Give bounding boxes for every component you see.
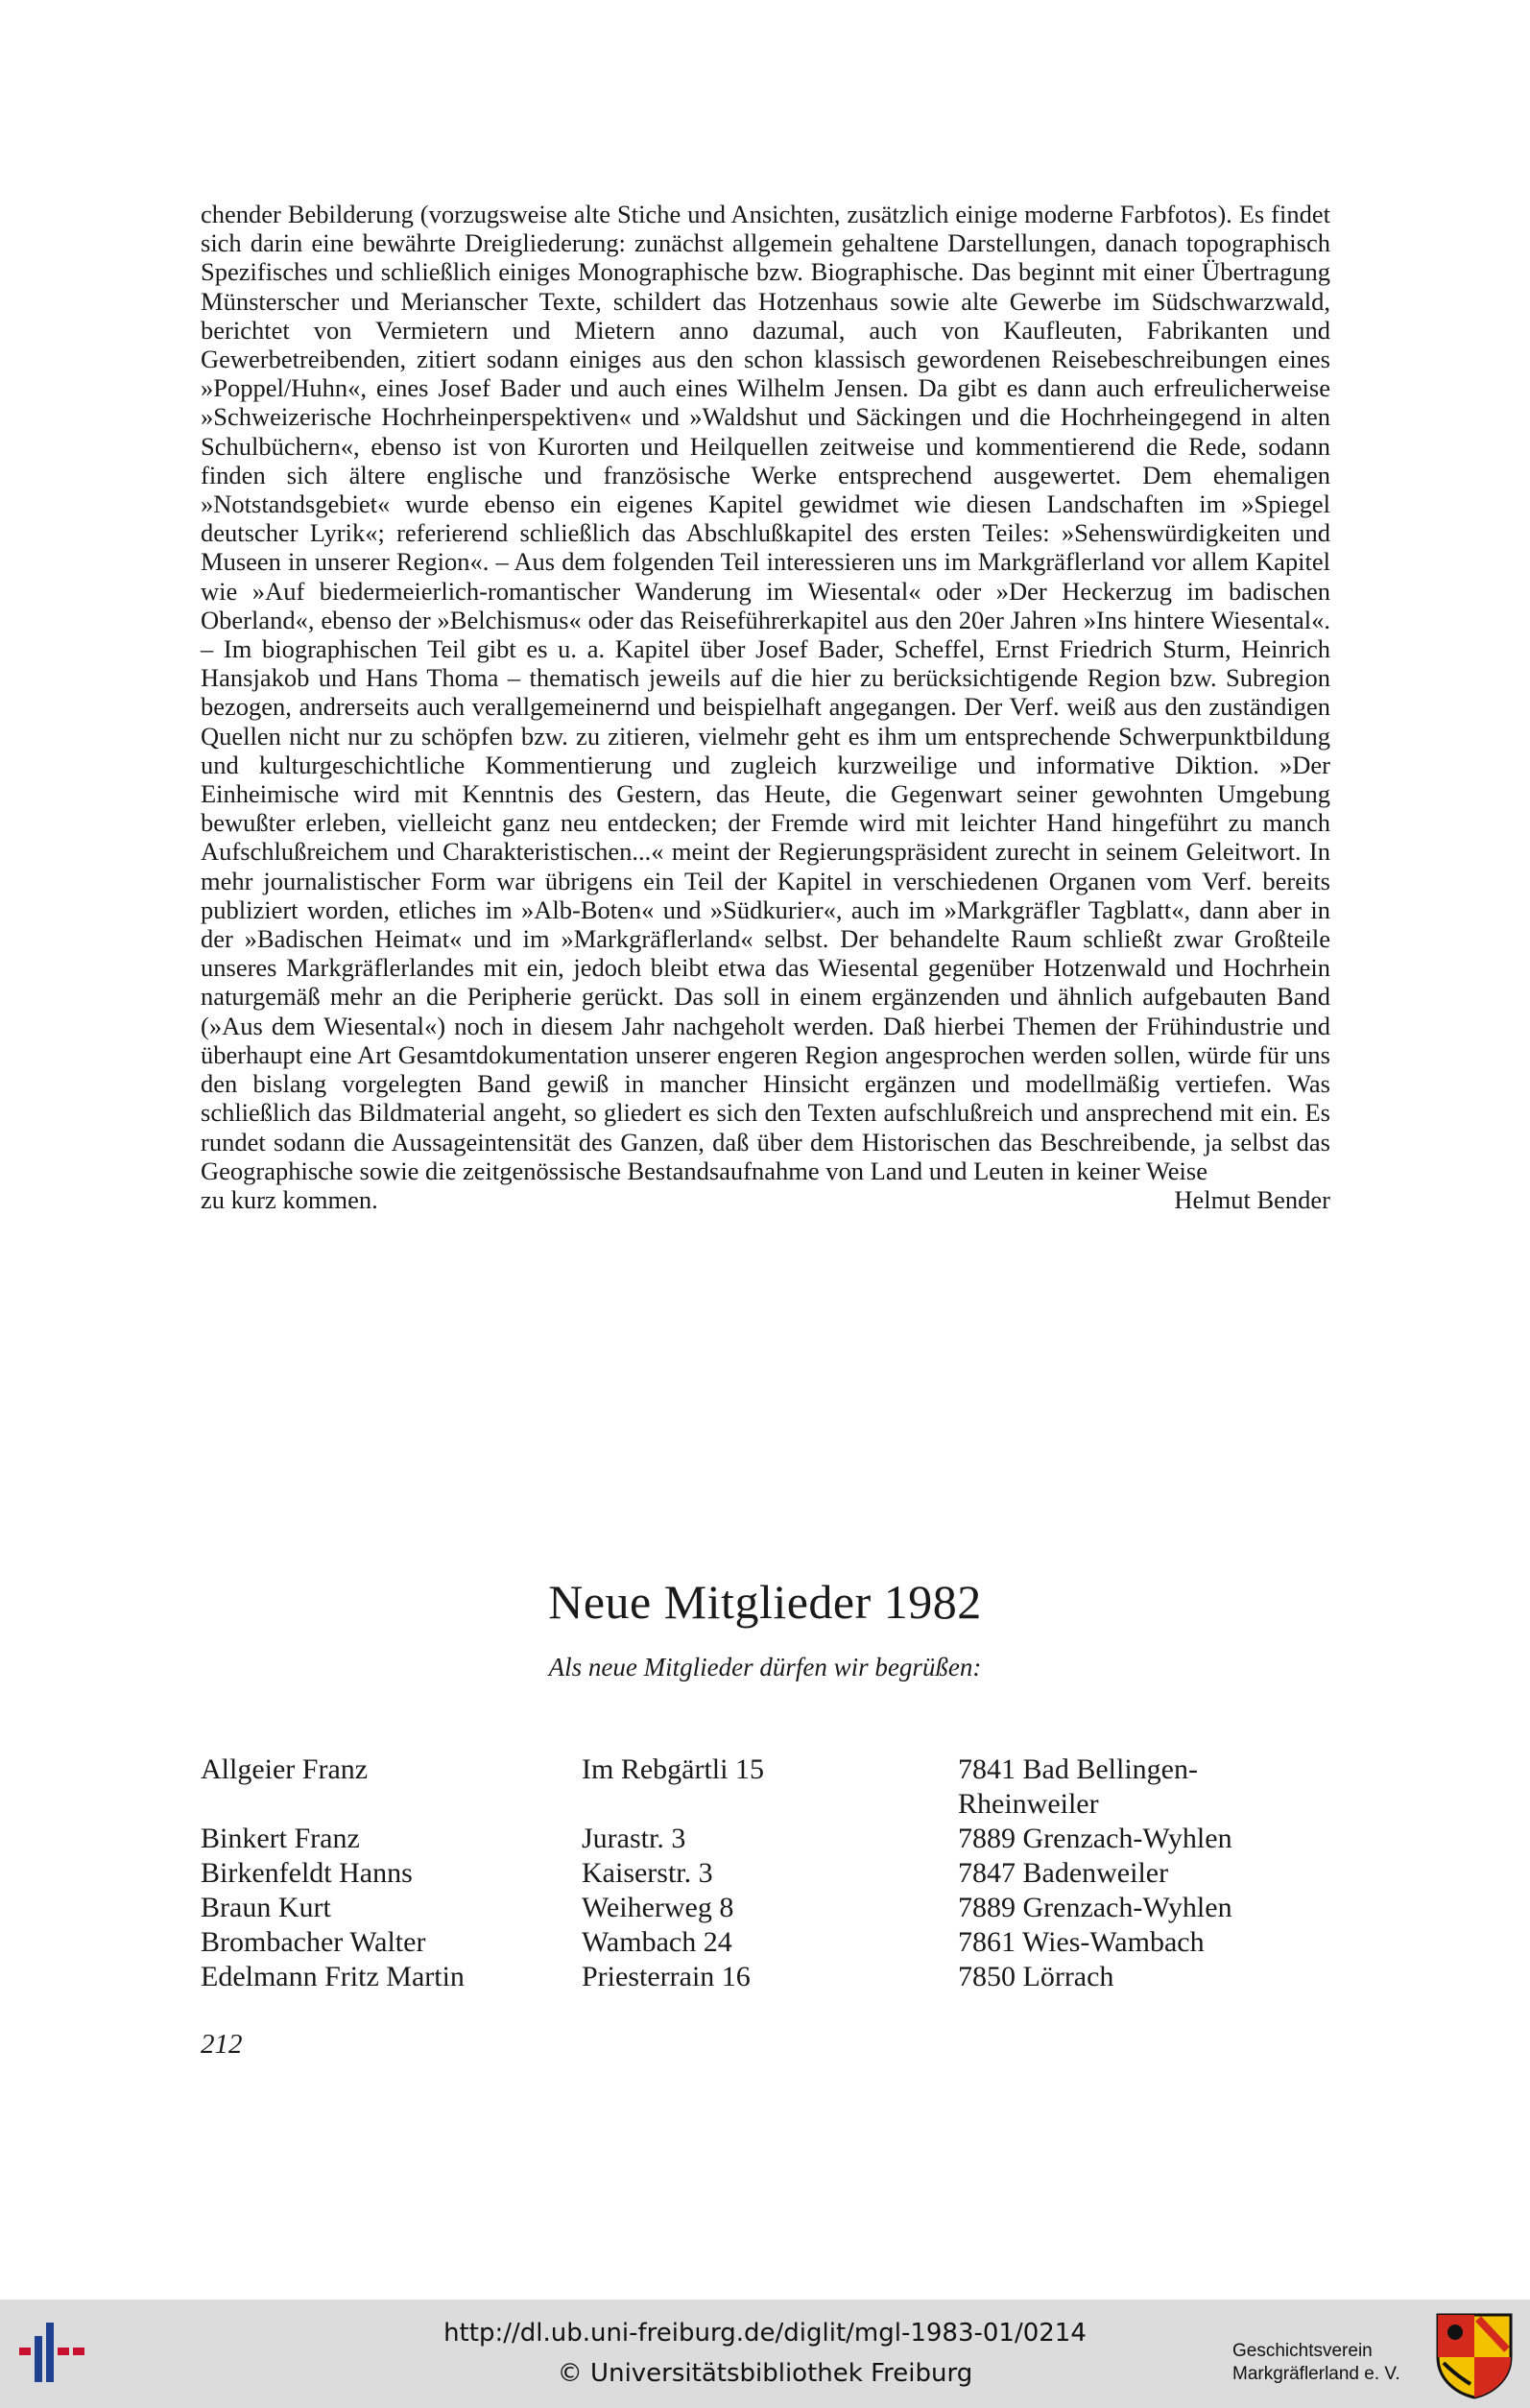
document-url-link[interactable]: http://dl.ub.uni-freiburg.de/diglit/mgl-1983-01/0214: [443, 2319, 1087, 2348]
society-name: [1232, 2340, 1400, 2386]
member-city: 7889 Grenzach-Wyhlen: [958, 1892, 1232, 1923]
member-row: [201, 1752, 1333, 1822]
copyright-text: © Universitätsbibliothek Freiburg: [557, 2359, 973, 2388]
member-city: 7847 Badenweiler: [958, 1857, 1169, 1889]
viewer-footer: [0, 2300, 1530, 2408]
member-name: Binkert Franz: [201, 1823, 360, 1854]
member-city: [958, 1752, 1333, 1822]
member-street: Kaiserstr. 3: [582, 1857, 713, 1889]
review-text: [201, 200, 1330, 1214]
member-street: Jurastr. 3: [582, 1823, 686, 1854]
member-row: [201, 1925, 1333, 1960]
member-street: Im Rebgärtli 15: [582, 1753, 764, 1785]
member-list: [201, 1752, 1333, 1994]
member-row: [201, 1822, 1333, 1856]
member-row: [201, 1891, 1333, 1925]
member-city: 7850 Lörrach: [958, 1961, 1114, 1992]
member-row: [201, 1960, 1333, 1994]
section-subtitle: Als neue Mitglieder dürfen wir begrüßen:: [548, 1653, 982, 1681]
member-name: Edelmann Fritz Martin: [201, 1961, 465, 1992]
section-title: Neue Mitglieder 1982: [548, 1575, 982, 1629]
review-author: Helmut Bender: [1174, 1184, 1330, 1214]
member-city: 7889 Grenzach-Wyhlen: [958, 1823, 1232, 1854]
member-name: Braun Kurt: [201, 1892, 331, 1923]
page-number: 212: [201, 2029, 243, 2060]
member-city-line2: Rheinweiler: [958, 1788, 1099, 1820]
coat-of-arms-icon: [1434, 2311, 1515, 2399]
review-closing-line: [201, 1185, 1330, 1214]
member-name: Brombacher Walter: [201, 1926, 426, 1958]
review-body: chender Bebilderung (vorzugsweise alte Stiche und Ansichten, zusätzlich einige moderne Farbfotos). Es findet sich darin eine bewährte Dreigliederung: zunächst allgemein gehaltene Darstellungen, danach topographisch Spezifisches und schließlich einiges Monographische bzw. Biographische. Das beginnt mit einer Übertragung Münsterscher und Merianscher Texte, schildert das Hotzenhaus sowie alte Gewerbe im Südschwarzwald, berichtet von Vermietern und Mietern anno dazumal, auch von Kaufleuten, Fabrikanten und Gewerbetreibenden, zitiert sodann einiges aus den schon klassisch gewordenen Reisebeschreibungen eines »Poppel/Huhn«, eines Josef Bader und auch eines Wilhelm Jensen. Da gibt es dann auch erfreulicherweise »Schweizerische Hochrheinperspektiven« und »Waldshut und Säckingen und die Hochrheingegend in alten Schulbüchern«, ebenso ist von Kurorten und Heilquellen zeitweise und kommentierend die Rede, sodann finden sich ältere englische und französische Werke entsprechend ausgewertet. Dem ehemaligen »Notstandsgebiet« wurde ebenso ein eigenes Kapitel gewidmet wie diesen Landschaften im »Spiegel deutscher Lyrik«; referierend schließlich das Abschlußkapitel des ersten Teiles: »Sehenswürdigkeiten und Museen in unserer Region«. – Aus dem folgenden Teil interessieren uns im Markgräflerland vor allem Kapitel wie »Auf biedermeierlich-romantischer Wanderung im Wiesental« oder »Der Heckerzug im badischen Oberland«, ebenso der »Belchismus« oder das Reiseführerkapitel aus den 20er Jahren »Ins hintere Wiesental«. – Im biographischen Teil gibt es u. a. Kapitel über Josef Bader, Scheffel, Ernst Friedrich Sturm, Heinrich Hansjakob und Hans Thoma – thematisch jeweils auf die hier zu berücksichtigende Region bzw. Subregion bezogen, andrerseits auch verallgemeinernd und beispielhaft angegangen. Der Verf. weiß aus den zuständigen Quellen nicht nur zu schöpfen bzw. zu zitieren, vielmehr geht es ihm um entsprechende Schwerpunktbildung und kulturgeschichtliche Kommentierung und zugleich kurzweilige und informative Diktion. »Der Einheimische wird mit Kenntnis des Gestern, das Heute, die Gegenwart seiner gewohnten Umgebung bewußter erleben, vielleicht ganz neu entdecken; der Fremde wird mit leichter Hand hingeführt zu manch Aufschlußreichem und Charakteristischen...« meint der Regierungspräsident zurecht in seinem Geleitwort. In mehr journalistischer Form war übrigens ein Teil der Kapitel in verschiedenen Organen vom Verf. bereits publiziert worden, etliches im »Alb-Boten« und »Südkurier«, auch im »Markgräfler Tagblatt«, dann aber in der »Badischen Heimat« und im »Markgräflerland« selbst. Der behandelte Raum schließt zwar Großteile unseres Markgräflerlandes mit ein, jedoch bleibt etwa das Wiesental gegenüber Hotzenwald und Hochrhein naturgemäß mehr an die Peripherie gerückt. Das soll in einem ergänzenden und ähnlich aufgebauten Band (»Aus dem Wiesental«) noch in diesem Jahr nachgeholt werden. Daß hierbei Themen der Frühindustrie und überhaupt eine Art Gesamtdokumentation unserer engeren Region angesprochen werden sollen, würde für uns den bislang vorgelegten Band gewiß in mancher Hinsicht ergänzen und modellmäßig vertiefen. Was schließlich das Bildmaterial angeht, so gliedert es sich den Texten aufschlußreich und ansprechend mit ein. Es rundet sodann die Aussageintensität des Ganzen, daß über dem Historischen das Beschreibende, ja selbst das Geographische sowie die zeitgenössische Bestandsaufnahme von Land und Leuten in keiner Weise: [201, 200, 1330, 1185]
society-name-line1: Geschichtsverein: [1232, 2341, 1373, 2361]
member-street: Priesterrain 16: [582, 1961, 751, 1992]
member-name: Allgeier Franz: [201, 1753, 369, 1785]
society-name-line2: Markgräflerland e. V.: [1232, 2364, 1400, 2384]
member-street: Weiherweg 8: [582, 1892, 734, 1923]
member-street: Wambach 24: [582, 1926, 732, 1958]
member-city: 7861 Wies-Wambach: [958, 1926, 1205, 1958]
review-last-line: zu kurz kommen.: [201, 1184, 378, 1214]
member-city-line: 7841 Bad Bellingen-: [958, 1753, 1198, 1785]
member-name: Birkenfeldt Hanns: [201, 1857, 413, 1889]
member-row: [201, 1856, 1333, 1891]
